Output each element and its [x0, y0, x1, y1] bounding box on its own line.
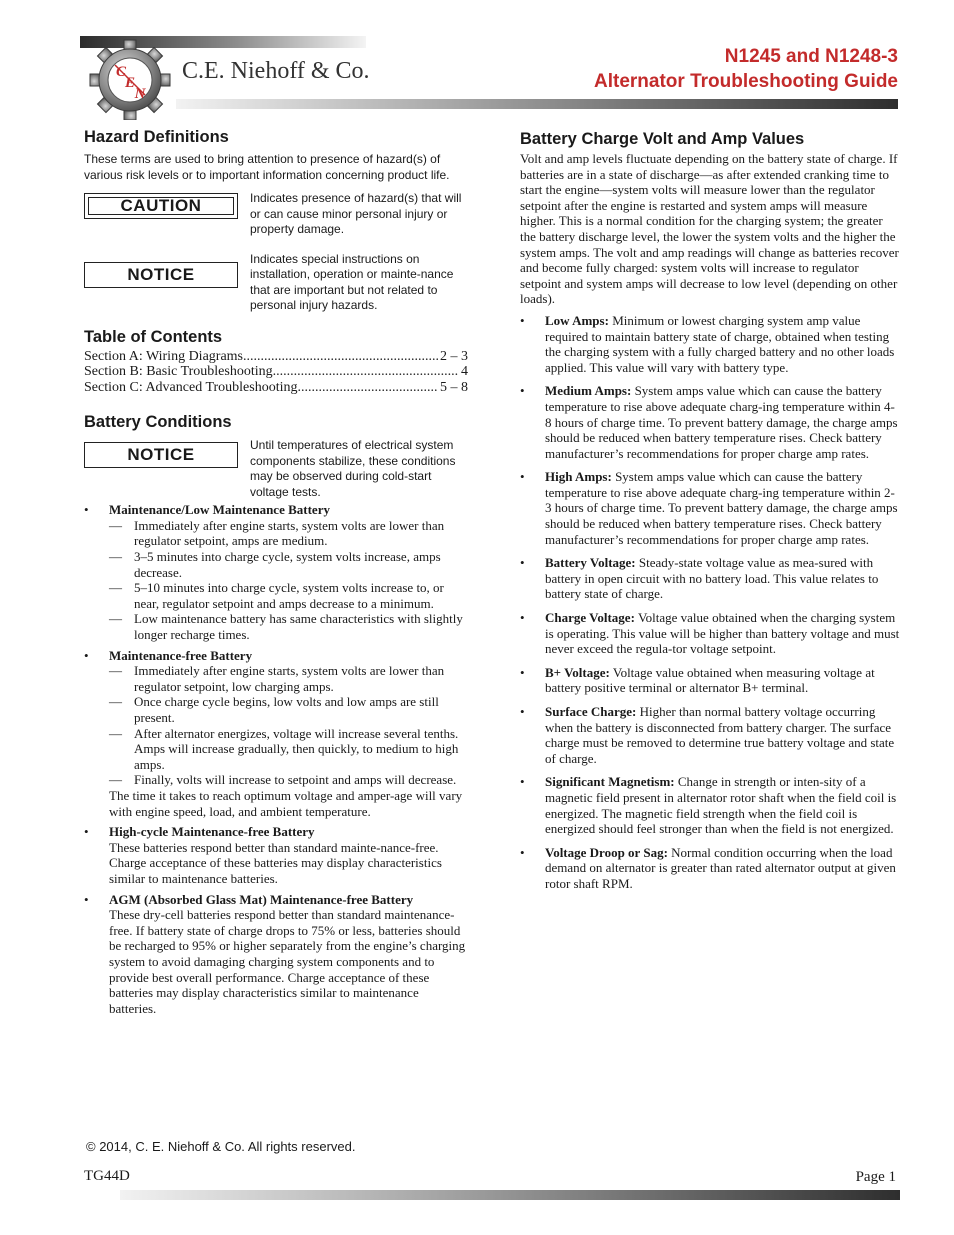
dash-mark: —: [109, 611, 122, 627]
bullet-mark: •: [520, 469, 525, 485]
toc-leader: [243, 349, 438, 365]
term-name: Significant Magnetism:: [545, 774, 675, 790]
logo-letter-e: E: [124, 75, 136, 91]
bullet-mark: •: [520, 844, 525, 860]
toc-heading: Table of Contents: [84, 327, 223, 346]
dash-mark: —: [109, 772, 122, 788]
toc-row[interactable]: [84, 364, 468, 380]
term-definition: System amps value which can cause the battery temperature to rise above adequate charg-ing temperature within 2-3 hours of charge time. To prevent battery damage, the charge amps should be reduced when battery temperature rises. Check battery manufacturer’s recommendations for proper charge amp rates.: [545, 469, 898, 547]
caution-label: CAUTION: [120, 196, 202, 215]
list-item: [520, 555, 900, 602]
battery-notice-text: Until temperatures of electrical system components stabilize, these conditions may be observed during cold-start voltage tests.: [250, 438, 456, 499]
right-column: [520, 128, 900, 900]
battery-type-title: Maintenance-free Battery: [109, 647, 253, 663]
left-column: [84, 128, 468, 1021]
term-name: Voltage Droop or Sag:: [545, 844, 668, 860]
term-definition: System amps value which can cause the battery temperature to rise above adequate charg-ing temperature within 4-8 hours of charge time. To prevent battery damage, the charge amps should be reduced when battery temperature rises. Check battery manufacturer’s recommendations for proper charge amp rates.: [545, 383, 898, 461]
hazard-heading: Hazard Definitions: [84, 128, 229, 146]
battery-type-note: These batteries respond better than standard mainte-nance-free. Charge acceptance of these batteries may display characteristics similar to maintenance batteries.: [109, 839, 442, 886]
term-definition: Normal condition occurring when the load demand on alternator is greater than rated alternator output at given rotor shaft RPM.: [545, 844, 896, 891]
dash-mark: —: [109, 549, 122, 565]
dash-mark: —: [109, 580, 122, 596]
dash-mark: —: [109, 517, 122, 533]
document-title: Alternator Troubleshooting Guide: [594, 71, 898, 92]
bullet-mark: •: [520, 555, 525, 571]
bullet-mark: •: [84, 891, 89, 907]
sub-item-text: Finally, volts will increase to setpoint and amps will decrease.: [134, 772, 457, 788]
notice-label: NOTICE: [127, 264, 195, 284]
list-item: [520, 704, 900, 766]
sub-item-text: Immediately after engine starts, system volts are lower than regulator setpoint, low charging amps.: [134, 663, 445, 694]
term-name: Low Amps:: [545, 312, 609, 328]
logo-letter-n: N: [134, 86, 146, 102]
sub-item-text: Low maintenance battery has same characteristics with slightly longer recharge times.: [134, 611, 463, 643]
list-item: [520, 845, 900, 892]
term-name: Medium Amps:: [545, 383, 632, 399]
caution-definition: [84, 191, 468, 238]
list-item: [84, 824, 468, 886]
sub-item-text: 3–5 minutes into charge cycle, system volts increase, amps decrease.: [134, 549, 441, 580]
list-item: [84, 502, 468, 642]
list-item: [520, 665, 900, 696]
battery-type-note: These dry-cell batteries respond better than standard maintenance-free. If battery state of charge drops to 75% or less, batteries should be recharged to 95% or higher separately from the engine’s charging system to avoid damaging charging system components and to provide best overall performance. Charge acceptance of these batteries may display characteristics similar to maintenance batteries.: [109, 907, 466, 1016]
document-code: TG44D: [84, 1168, 130, 1184]
table-of-contents: [84, 328, 468, 396]
term-definition: Change in strength or inten-sity of a magnetic field present in alternator rotor shaft when the field coil is energized. The magnetic field strength when the field coil is energized should feel stronger than when the field is not energized.: [545, 774, 897, 837]
company-logo: [80, 36, 172, 120]
term-definition: Minimum or lowest charging system amp value required to maintain battery state of charge, obtained when testing the charging system with a fully charged battery and no other loads applied. This value will vary with battery type.: [545, 312, 895, 375]
bullet-mark: •: [84, 502, 89, 518]
toc-leader: [298, 380, 439, 396]
toc-leader: [273, 364, 459, 380]
notice-description: Indicates special instructions on installation, operation or mainte-nance that are important but not related to personal injury hazards.: [250, 251, 454, 312]
toc-label: Section A: Wiring Diagrams: [84, 348, 243, 364]
page-number: Page 1: [855, 1169, 896, 1185]
list-item: [520, 313, 900, 375]
term-definition: Higher than normal battery voltage occurring when the battery is disconnected from battery charger. The surface charge must be removed to determine true battery voltage and state of charge.: [545, 704, 895, 766]
term-definition: Steady-state voltage value as mea-sured with battery in open circuit with no battery load. This value relates to battery state of charge.: [545, 555, 879, 602]
toc-row[interactable]: [84, 380, 468, 396]
sub-item-text: Immediately after engine starts, system volts are lower than regulator setpoint, amps are medium.: [134, 517, 445, 549]
sub-item-text: After alternator energizes, voltage will increase several tenths. Amps will increase gradually, then quickly, to medium to high amps.: [134, 725, 459, 772]
toc-label: Section B: Basic Troubleshooting: [84, 364, 273, 380]
battery-type-title: High-cycle Maintenance-free Battery: [109, 824, 315, 840]
sub-item: [109, 549, 468, 580]
toc-pages: 4: [461, 364, 468, 380]
battery-conditions-section: [84, 413, 468, 1016]
battery-notice-label: NOTICE: [127, 445, 195, 465]
volt-amp-intro: Volt and amp levels fluctuate depending on the battery state of charge. If batteries are in a state of discharge—as after extended cranking time to start the engine—system volts will measure lower than the regulator setpoint after the engine is restarted and system amps will measure higher. This is a normal condition for the charging system; the greater the battery discharge level, the lower the system volts and the higher the system amps. The volt and amp readings will change as batteries recover and become fully charged: system volts will increase to regulator setpoint and system amps will decrease to low level (depending on other loads).: [520, 151, 899, 307]
sub-item: [109, 726, 468, 773]
term-definition: Voltage value obtained when the charging system is operating. This value will be higher than battery voltage and must never exceed the regula-tor voltage setpoint.: [545, 610, 900, 657]
toc-row[interactable]: [84, 349, 468, 365]
bullet-mark: •: [520, 610, 525, 626]
hazard-intro: These terms are used to bring attention to presence of hazard(s) of various risk levels or to important information concerning product life.: [84, 152, 450, 182]
battery-type-list: [84, 502, 468, 1016]
notice-label-box: [84, 262, 238, 288]
list-item: [520, 383, 900, 461]
bullet-mark: •: [520, 312, 525, 328]
sub-item-text: 5–10 minutes into charge cycle, system volts increase to, or near, regulator setpoint and amps decrease to a minimum.: [134, 580, 444, 611]
battery-type-title: AGM (Absorbed Glass Mat) Maintenance-free Battery: [109, 891, 414, 907]
hazard-definitions-section: [84, 128, 468, 314]
list-item: [520, 469, 900, 547]
term-name: Battery Voltage:: [545, 555, 636, 571]
bullet-mark: •: [520, 774, 525, 790]
list-item: [520, 610, 900, 657]
sub-item: [109, 611, 468, 642]
list-item: [520, 774, 900, 836]
list-item: [84, 892, 468, 1017]
toc-label: Section C: Advanced Troubleshooting: [84, 379, 298, 395]
battery-notice: [84, 438, 468, 500]
dash-mark: —: [109, 725, 122, 741]
term-name: Surface Charge:: [545, 704, 637, 719]
battery-type-title: Maintenance/Low Maintenance Battery: [109, 502, 330, 518]
logo-letter-c: C: [115, 64, 127, 80]
document-title-model: N1245 and N1248-3: [724, 46, 898, 67]
bullet-mark: •: [520, 383, 525, 399]
sub-item: [109, 663, 468, 694]
caution-label-box: [84, 193, 238, 219]
term-definition: Voltage value obtained when measuring voltage at battery positive terminal or alternator B+ terminal.: [545, 664, 875, 696]
toc-pages: 5 – 8: [440, 379, 468, 395]
notice-definition: [84, 252, 468, 314]
bullet-mark: •: [520, 664, 525, 680]
bullet-mark: •: [84, 647, 89, 663]
volt-amp-heading: Battery Charge Volt and Amp Values: [520, 130, 805, 148]
toc-pages: 2 – 3: [440, 348, 468, 364]
copyright-notice: © 2014, C. E. Niehoff & Co. All rights reserved.: [86, 1139, 356, 1154]
battery-conditions-heading: Battery Conditions: [84, 413, 232, 432]
term-name: Charge Voltage:: [545, 610, 635, 626]
sub-item: [109, 772, 468, 788]
dash-mark: —: [109, 694, 122, 710]
company-name: C.E. Niehoff & Co.: [182, 58, 370, 84]
list-item: [84, 648, 468, 820]
bullet-mark: •: [84, 824, 89, 840]
sub-item: [109, 694, 468, 725]
term-name: High Amps:: [545, 469, 612, 485]
term-name: B+ Voltage:: [545, 664, 610, 680]
sub-item: [109, 580, 468, 611]
battery-type-note: The time it takes to reach optimum voltage and amper-age will vary with engine speed, load, and ambient temperature.: [109, 787, 463, 819]
bullet-mark: •: [520, 704, 525, 719]
dash-mark: —: [109, 663, 122, 679]
battery-notice-label-box: [84, 442, 238, 468]
caution-description: Indicates presence of hazard(s) that will or can cause minor personal injury or property damage.: [250, 191, 462, 236]
footer-rule: [120, 1190, 900, 1200]
header-rule: [176, 99, 898, 109]
sub-item: [109, 518, 468, 549]
sub-item-text: Once charge cycle begins, low volts and low amps are still present.: [134, 694, 439, 725]
